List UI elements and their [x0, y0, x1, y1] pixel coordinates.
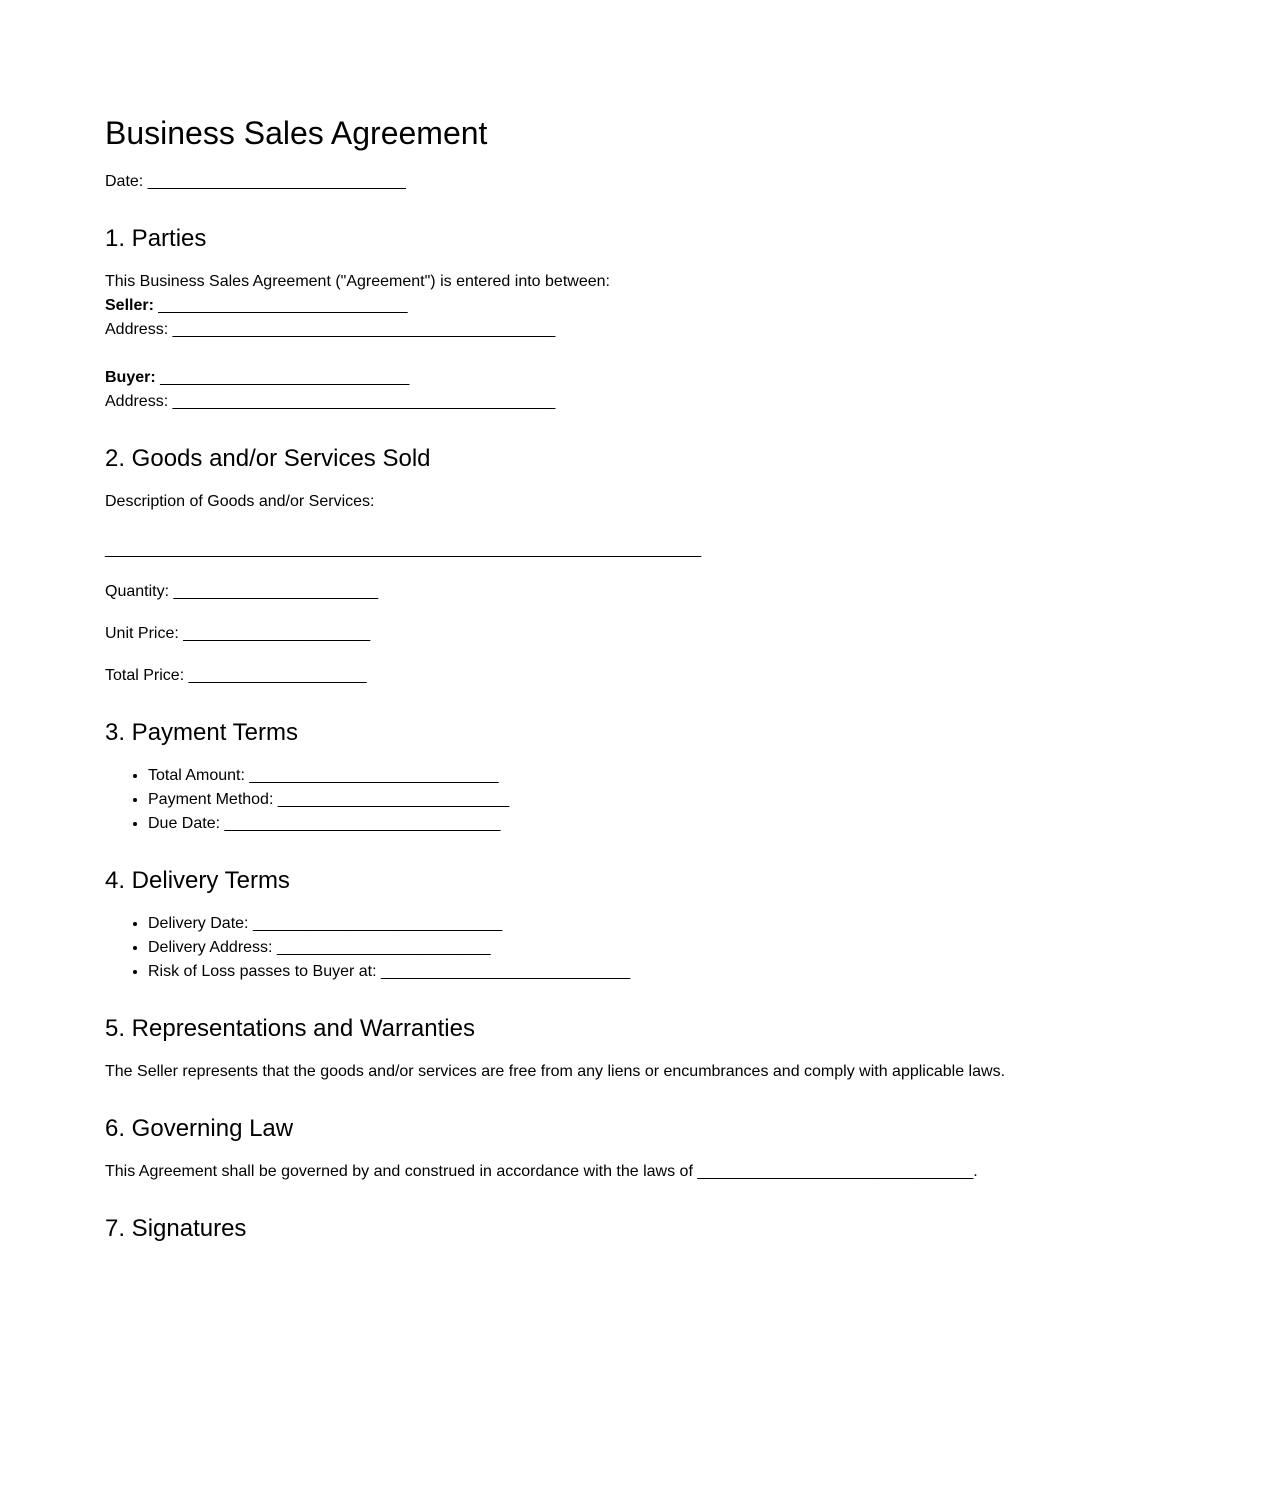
seller-address-label: Address: [105, 321, 169, 338]
total-price-blank-line: ____________________ [188, 667, 367, 684]
date-blank-line: _____________________________ [147, 173, 406, 190]
delivery-date-blank-line: ____________________________ [252, 915, 503, 932]
payment-method-blank-line: __________________________ [277, 791, 510, 808]
governing-law-text: This Agreement shall be governed by and construed in accordance with the laws of [105, 1163, 693, 1180]
payment-item-method [148, 788, 1143, 812]
section-heading-goods: 2. Goods and/or Services Sold [105, 445, 431, 472]
delivery-item-date [148, 912, 1143, 936]
unit-price-field [105, 622, 1143, 646]
quantity-blank-line: _______________________ [173, 583, 379, 600]
total-price-label: Total Price: [105, 667, 185, 684]
representations-body: The Seller represents that the goods and/or services are free from any liens or encumbrances and comply with applicable laws. [105, 1063, 1006, 1080]
payment-terms-list [105, 764, 1143, 836]
buyer-label: Buyer: [105, 369, 156, 386]
payment-total-amount-label: Total Amount: [148, 767, 245, 784]
payment-due-date-blank-line: _______________________________ [224, 815, 501, 832]
date-label: Date: [105, 173, 144, 190]
total-price-field [105, 664, 1143, 688]
page-title: Business Sales Agreement [105, 115, 488, 151]
section-heading-signatures: 7. Signatures [105, 1215, 247, 1242]
risk-of-loss-blank-line: ____________________________ [381, 963, 631, 980]
unit-price-label: Unit Price: [105, 625, 179, 642]
governing-law-period: . [973, 1163, 978, 1180]
date-field [105, 170, 1143, 194]
seller-label: Seller: [105, 297, 154, 314]
delivery-address-label: Delivery Address: [148, 939, 273, 956]
delivery-terms-list [105, 912, 1143, 984]
parties-intro: This Business Sales Agreement ("Agreement") is entered into between: [105, 273, 610, 290]
goods-description-label: Description of Goods and/or Services: [105, 493, 375, 510]
seller-address-blank-line: ___________________________________________ [172, 321, 556, 338]
buyer-address-label: Address: [105, 393, 169, 410]
quantity-label: Quantity: [105, 583, 170, 600]
risk-of-loss-label: Risk of Loss passes to Buyer at: [148, 963, 377, 980]
section-heading-governing-law: 6. Governing Law [105, 1115, 294, 1142]
payment-item-due-date [148, 812, 1143, 836]
delivery-item-risk-of-loss [148, 960, 1143, 984]
section-heading-parties: 1. Parties [105, 225, 207, 252]
section-heading-payment: 3. Payment Terms [105, 719, 298, 746]
delivery-item-address [148, 936, 1143, 960]
payment-due-date-label: Due Date: [148, 815, 221, 832]
goods-description-blank-line: ___________________________________________________________________ [105, 541, 702, 558]
buyer-blank-line: ____________________________ [160, 369, 410, 386]
section-heading-delivery: 4. Delivery Terms [105, 867, 290, 894]
unit-price-blank-line: _____________________ [183, 625, 371, 642]
section-heading-representations: 5. Representations and Warranties [105, 1015, 475, 1042]
quantity-field [105, 580, 1143, 604]
buyer-address-blank-line: ___________________________________________ [172, 393, 556, 410]
governing-law-blank-line: _______________________________ [697, 1163, 974, 1180]
seller-blank-line: ____________________________ [158, 297, 408, 314]
payment-method-label: Payment Method: [148, 791, 274, 808]
payment-item-total-amount [148, 764, 1143, 788]
payment-total-amount-blank-line: ____________________________ [249, 767, 499, 784]
delivery-address-blank-line: ________________________ [276, 939, 491, 956]
goods-description-block [105, 490, 1143, 562]
parties-block [105, 270, 1143, 414]
delivery-date-label: Delivery Date: [148, 915, 249, 932]
governing-law-body [105, 1160, 1143, 1184]
